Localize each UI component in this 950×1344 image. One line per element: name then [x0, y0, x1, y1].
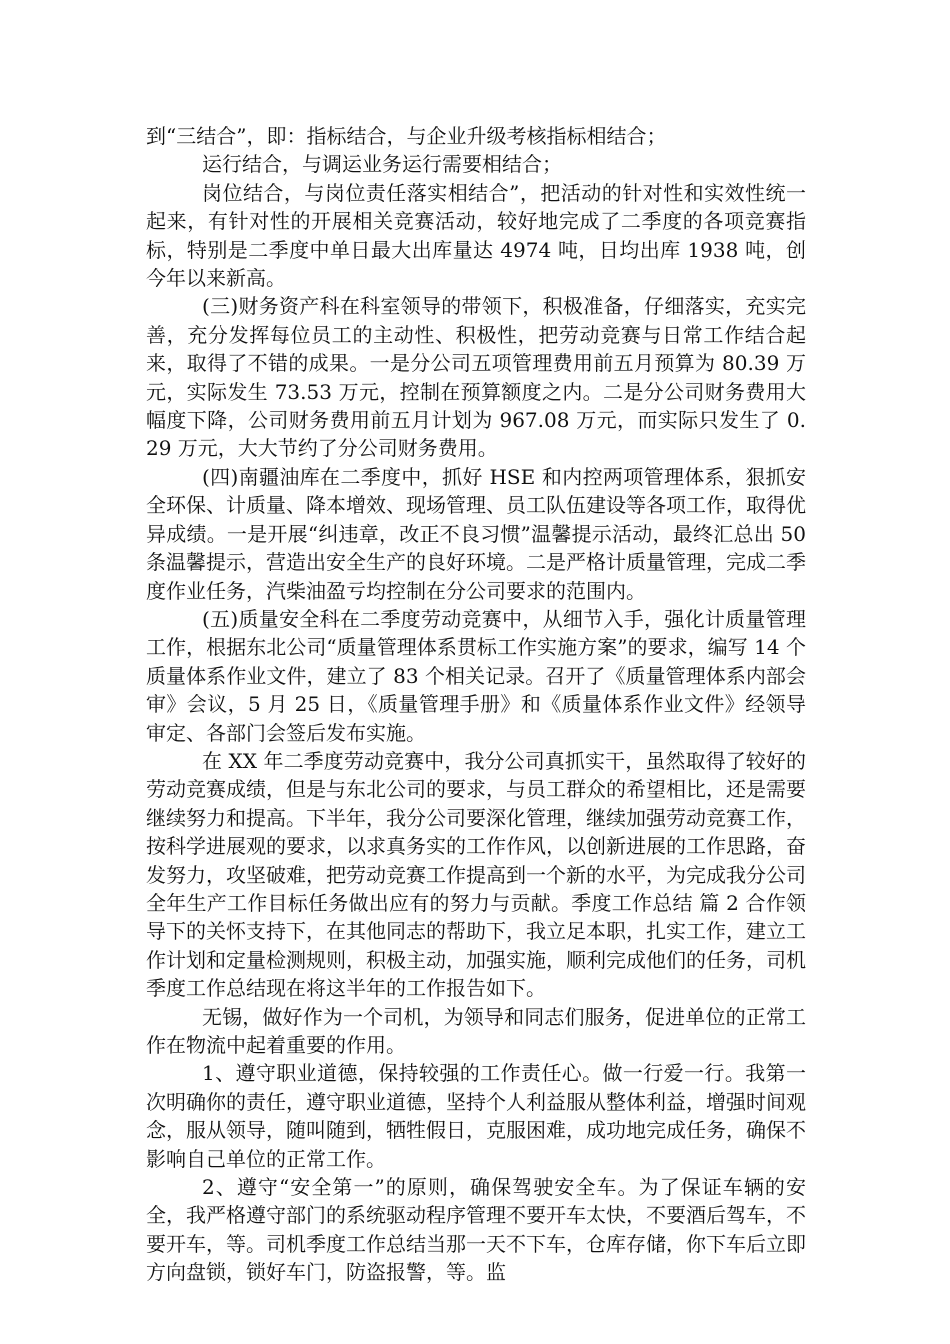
paragraph-finance-section: (三)财务资产科在科室领导的带领下，积极准备，仔细落实，充实完善，充分发挥每位员工的主动性、积极性，把劳动竞赛与日常工作结合起来，取得了不错的成果。一是分公司五项管理费用前五月预算为 80.39 万元，实际发生 73.53 万元，控制在预算额度之内。二是分公司财务费用大幅度下降，公司财务费用前五月计划为 967.08 万元，而实际只发生了 0.29 万元，大大节约了分公司财务费用。: [146, 294, 806, 461]
paragraph-professional-ethics: 1、遵守职业道德，保持较强的工作责任心。做一行爱一行。我第一次明确你的责任，遵守职业道德，坚持个人利益服从整体利益，增强时间观念，服从领导，随叫随到，牺牲假日，克服困难，成功地完成任务，确保不影响自己单位的正常工作。: [146, 1061, 806, 1171]
paragraph-driver-role: 无锡，做好作为一个司机，为领导和同志们服务，促进单位的正常工作在物流中起着重要的作用。: [146, 1004, 806, 1057]
paragraph-safety-first: 2、遵守“安全第一”的原则，确保驾驶安全车。为了保证车辆的安全，我严格遵守部门的系统驱动程序管理不要开车太快，不要酒后驾车，不要开车，等。司机季度工作总结当那一天不下车，仓库存储，你下车后立即方向盘锁，锁好车门，防盗报警，等。监: [146, 1175, 806, 1285]
paragraph-three-combinations: 到“三结合”，即：指标结合，与企业升级考核指标相结合；: [146, 124, 667, 148]
paragraph-competition-summary: 在 XX 年二季度劳动竞赛中，我分公司真抓实干，虽然取得了较好的劳动竞赛成绩，但是与东北公司的要求，与员工群众的希望相比，还是需要继续努力和提高。下半年，我分公司要深化管理，继续加强劳动竞赛工作，按科学进展观的要求，以求真务实的工作作风，以创新进展的工作思路，奋发努力，攻坚破难，把劳动竞赛工作提高到一个新的水平，为完成我分公司全年生产工作目标任务做出应有的努力与贡献。季度工作总结 篇 2 合作领导下的关怀支持下，在其他同志的帮助下，我立足本职，扎实工作，建立工作计划和定量检测规则，积极主动，加强实施，顺利完成他们的任务，司机季度工作总结现在将这半年的工作报告如下。: [146, 748, 806, 1001]
paragraph-quality-safety-section: (五)质量安全科在二季度劳动竞赛中，从细节入手，强化计质量管理工作，根据东北公司“质量管理体系贯标工作实施方案”的要求，编写 14 个质量体系作业文件，建立了 83 个相关记录。召开了《质量管理体系内部会审》会议，5 月 25 日，《质量管理手册》和《质量体系作业文件》经领导审定、各部门会签后发布实施。: [146, 606, 806, 745]
paragraph-post-combination: 岗位结合，与岗位责任落实相结合”，把活动的针对性和实效性统一起来，有针对性的开展相关竞赛活动，较好地完成了二季度的各项竞赛指标，特别是二季度中单日最大出库量达 4974 吨，日均出库 1938 吨，创今年以来新高。: [146, 180, 806, 291]
document-body: [146, 122, 806, 1287]
paragraph-operation-combination: 运行结合，与调运业务运行需要相结合；: [202, 152, 562, 177]
paragraph-nanjiang-depot-section: (四)南疆油库在二季度中，抓好 HSE 和内控两项管理体系，狠抓安全环保、计质量、降本增效、现场管理、员工队伍建设等各项工作，取得优异成绩。一是开展“纠违章，改正不良习惯”温馨提示活动，最终汇总出 50 条温馨提示，营造出安全生产的良好环境。二是严格计质量管理，完成二季度作业任务，汽柴油盈亏均控制在分公司要求的范围内。: [146, 464, 806, 603]
